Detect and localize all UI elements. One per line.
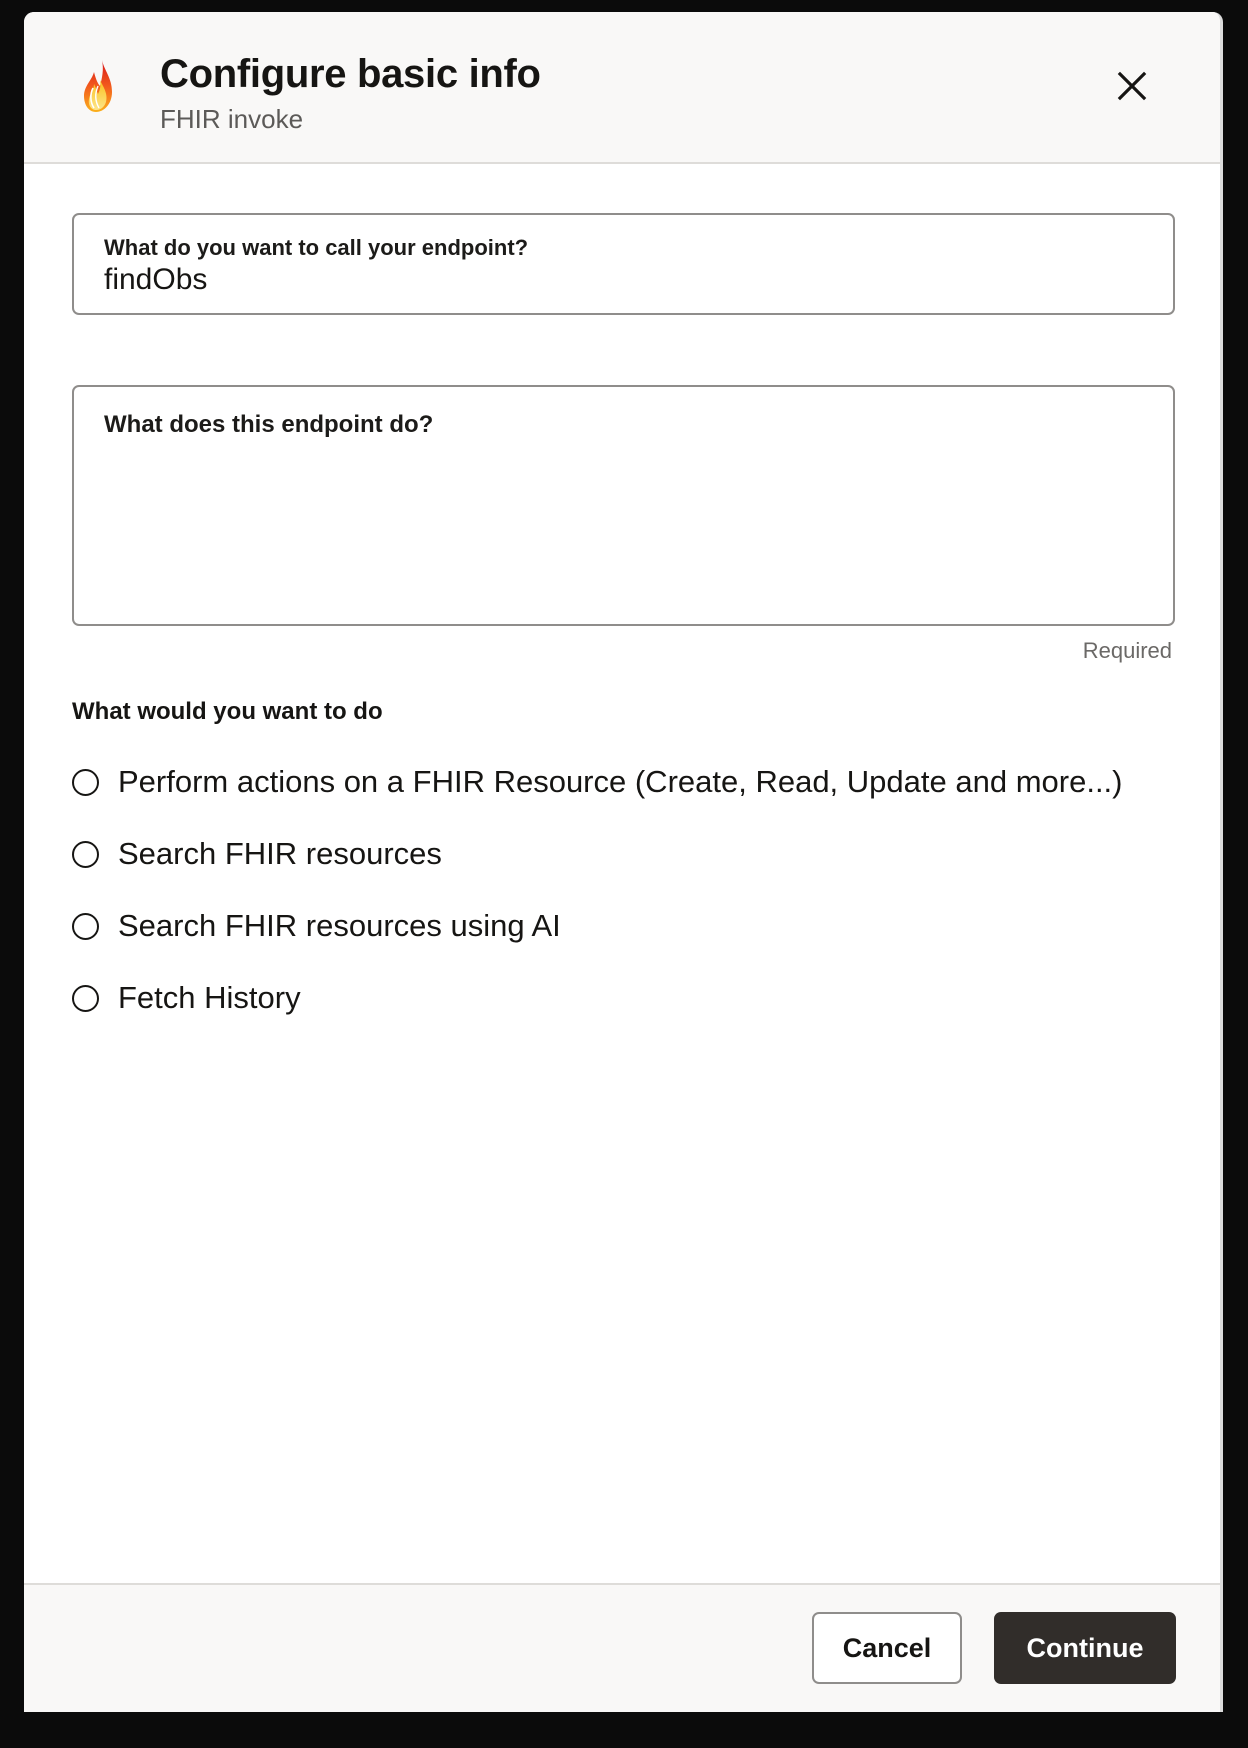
endpoint-description-label: What does this endpoint do? [104, 411, 434, 438]
radio-option-search-resources[interactable] [72, 832, 442, 876]
radio-label: Search FHIR resources [118, 836, 442, 871]
radio-button[interactable] [72, 769, 99, 796]
close-button[interactable] [1114, 70, 1150, 106]
dialog-footer [24, 1583, 1220, 1712]
radio-button[interactable] [72, 841, 99, 868]
radio-option-search-resources-ai[interactable] [72, 904, 561, 948]
radio-option-perform-actions[interactable] [72, 760, 1123, 804]
cancel-button[interactable]: Cancel [812, 1612, 962, 1684]
dialog-header [24, 12, 1220, 164]
endpoint-name-label: What do you want to call your endpoint? [104, 235, 529, 260]
configure-basic-info-dialog [24, 12, 1223, 1712]
radio-label: Perform actions on a FHIR Resource (Create, Read, Update and more...) [118, 764, 1123, 799]
flame-icon [82, 58, 114, 114]
endpoint-name-field[interactable] [72, 213, 1175, 315]
dialog-subtitle: FHIR invoke [160, 104, 304, 134]
action-group-label: What would you want to do [72, 698, 383, 725]
close-icon [1117, 71, 1147, 106]
continue-button[interactable]: Continue [994, 1612, 1176, 1684]
radio-option-fetch-history[interactable] [72, 976, 301, 1020]
endpoint-name-input[interactable] [104, 263, 1104, 297]
radio-button[interactable] [72, 985, 99, 1012]
radio-button[interactable] [72, 913, 99, 940]
dialog-title: Configure basic info [160, 52, 541, 96]
radio-label: Fetch History [118, 980, 301, 1015]
endpoint-description-textarea[interactable] [104, 451, 1104, 601]
endpoint-description-field[interactable] [72, 385, 1175, 626]
required-helper-text: Required [1082, 638, 1172, 663]
radio-label: Search FHIR resources using AI [118, 908, 561, 943]
